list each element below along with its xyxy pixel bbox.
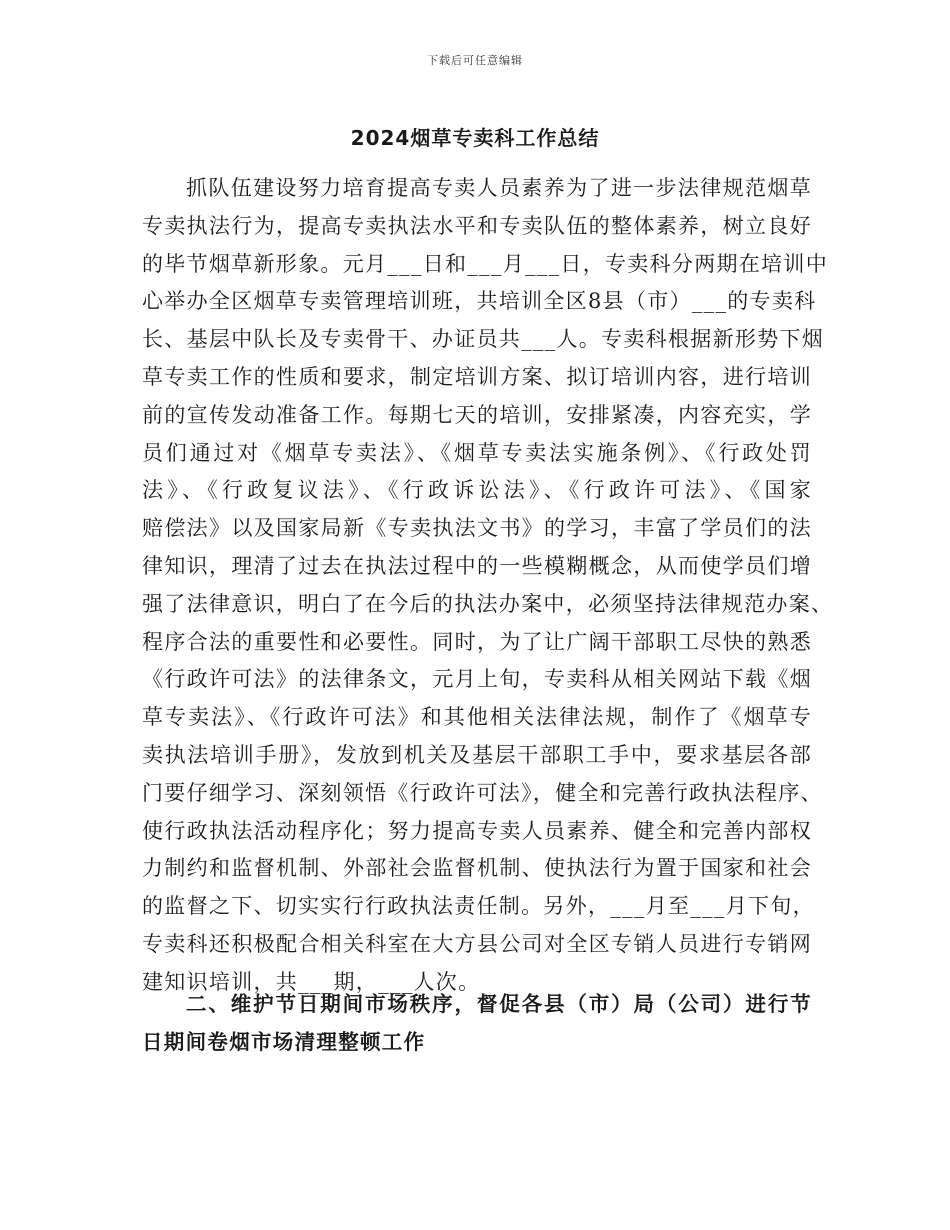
paragraph-line: 抓队伍建设努力培育提高专卖人员素养为了进一步法律规范烟草 (186, 176, 812, 200)
paragraph-line: 建知识培训，共___期，___人次。 (142, 969, 481, 994)
paragraph-line: 心举办全区烟草专卖管理培训班，共培训全区8县（市）___的专卖科 (142, 289, 817, 314)
section-heading-line: 日期间卷烟市场清理整顿工作 (142, 1030, 426, 1054)
paragraph-line: 草专卖法》、《行政许可法》和其他相关法律法规，制作了《烟草专 (142, 705, 812, 730)
paragraph-line: 专卖科还积极配合相关科室在大方县公司对全区专销人员进行专销网 (142, 931, 812, 956)
paragraph-line: 门要仔细学习、深刻领悟《行政许可法》，健全和完善行政执法程序、 (142, 780, 823, 805)
paragraph-line: 草专卖工作的性质和要求，制定培训方案、拟订培训内容，进行培训 (142, 364, 812, 389)
header-note: 下载后可任意编辑 (427, 54, 523, 67)
paragraph-line: 力制约和监督机制、外部社会监督机制、使执法行为置于国家和社会 (142, 856, 812, 881)
paragraph-line: 律知识，理清了过去在执法过程中的一些模糊概念，从而使学员们增 (142, 553, 812, 578)
paragraph-line: 使行政执法活动程序化；努力提高专卖人员素养、健全和完善内部权 (142, 818, 812, 843)
paragraph-line: 的毕节烟草新形象。元月___日和___月___日，专卖科分两期在培训中 (142, 251, 828, 276)
paragraph-line: 专卖执法行为，提高专卖执法水平和专卖队伍的整体素养，树立良好 (142, 213, 812, 238)
body-paragraph (142, 170, 834, 1002)
paragraph-line: 法》、《行政复议法》、《行政诉讼法》、《行政许可法》、《国家 (142, 478, 812, 503)
paragraph-line: 赔偿法》以及国家局新《专卖执法文书》的学习，丰富了学员们的法 (142, 516, 812, 541)
document-title: 2024烟草专卖科工作总结 (350, 126, 600, 150)
section-heading (142, 985, 812, 1061)
paragraph-line: 《行政许可法》的法律条文，元月上旬，专卖科从相关网站下载《烟 (142, 667, 812, 692)
paragraph-line: 强了法律意识，明白了在今后的执法办案中，必须坚持法律规范办案、 (142, 591, 834, 616)
section-heading-line: 二、维护节日期间市场秩序，督促各县（市）局（公司）进行节 (186, 992, 812, 1016)
paragraph-line: 员们通过对《烟草专卖法》、《烟草专卖法实施条例》、《行政处罚 (142, 440, 812, 465)
paragraph-line: 前的宣传发动准备工作。每期七天的培训，安排紧凑，内容充实，学 (142, 402, 812, 427)
paragraph-line: 程序合法的重要性和必要性。同时，为了让广阔干部职工尽快的熟悉 (142, 629, 812, 654)
paragraph-line: 的监督之下、切实实行行政执法责任制。另外，___月至___月下旬， (142, 894, 815, 919)
paragraph-line: 卖执法培训手册》，发放到机关及基层干部职工手中，要求基层各部 (142, 742, 812, 767)
paragraph-line: 长、基层中队长及专卖骨干、办证员共___人。专卖科根据新形势下烟 (142, 327, 825, 352)
